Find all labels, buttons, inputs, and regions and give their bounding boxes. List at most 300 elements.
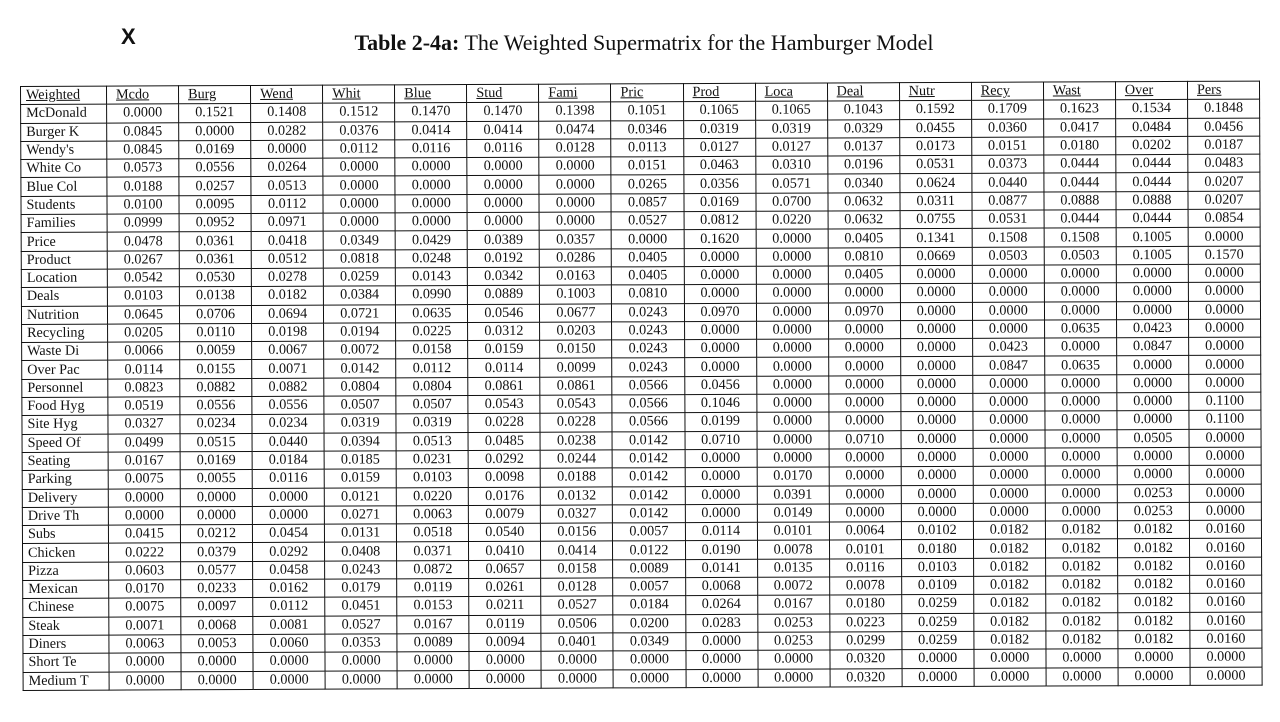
row-label: Burger K: [21, 123, 107, 142]
matrix-cell: 0.1470: [395, 103, 467, 122]
matrix-cell: 0.0000: [469, 670, 541, 689]
matrix-cell: 0.0000: [900, 284, 972, 303]
matrix-cell: 0.0418: [251, 232, 323, 251]
matrix-cell: 0.0527: [325, 615, 397, 634]
matrix-cell: 0.1508: [1044, 228, 1116, 247]
matrix-cell: 0.0182: [1118, 575, 1190, 594]
row-label: Subs: [22, 525, 108, 544]
matrix-cell: 0.0000: [900, 339, 972, 358]
matrix-cell: 0.0000: [1044, 265, 1116, 284]
matrix-cell: 0.0253: [1117, 484, 1189, 503]
matrix-cell: 0.1709: [971, 100, 1043, 119]
table-caption: The Weighted Supermatrix for the Hamburger Model: [464, 30, 934, 55]
matrix-cell: 0.0259: [902, 631, 974, 650]
matrix-cell: 0.0444: [1044, 173, 1116, 192]
matrix-cell: 0.0857: [611, 193, 683, 212]
matrix-cell: 0.0103: [901, 558, 973, 577]
matrix-cell: 0.0160: [1189, 539, 1261, 558]
matrix-cell: 0.0100: [107, 196, 179, 215]
matrix-cell: 0.0231: [396, 450, 468, 469]
matrix-cell: 0.0187: [1188, 136, 1260, 155]
matrix-cell: 0.0067: [252, 341, 324, 360]
row-label: Parking: [22, 470, 108, 489]
row-label: Recycling: [22, 324, 108, 343]
matrix-cell: 0.0103: [107, 287, 179, 306]
matrix-cell: 0.0499: [108, 433, 180, 452]
row-label: Chinese: [23, 598, 109, 617]
matrix-cell: 0.0234: [252, 415, 324, 434]
matrix-cell: 0.0410: [469, 542, 541, 561]
matrix-cell: 0.0071: [109, 616, 181, 635]
matrix-cell: 0.0182: [973, 576, 1045, 595]
matrix-cell: 0.0405: [828, 229, 900, 248]
column-header: Wast: [1043, 82, 1115, 101]
matrix-cell: 0.0854: [1188, 209, 1260, 228]
row-label: Students: [21, 196, 107, 215]
matrix-cell: 0.0182: [1045, 576, 1117, 595]
matrix-cell: 0.0000: [1118, 667, 1190, 686]
matrix-cell: 0.0999: [107, 214, 179, 233]
matrix-cell: 0.1100: [1189, 410, 1261, 429]
matrix-cell: 0.0000: [109, 671, 181, 690]
matrix-cell: 0.0669: [900, 247, 972, 266]
matrix-cell: 0.0182: [1117, 539, 1189, 558]
matrix-cell: 0.0169: [683, 193, 755, 212]
matrix-cell: 0.0000: [1190, 667, 1262, 686]
matrix-cell: 0.0169: [180, 451, 252, 470]
matrix-cell: 0.1005: [1116, 246, 1188, 265]
matrix-cell: 0.0970: [684, 303, 756, 322]
matrix-cell: 0.0128: [541, 578, 613, 597]
matrix-cell: 0.0207: [1188, 191, 1260, 210]
matrix-cell: 0.0072: [324, 341, 396, 360]
matrix-cell: 0.0000: [1045, 448, 1117, 467]
matrix-cell: 0.0142: [613, 450, 685, 469]
matrix-cell: 0.0170: [757, 467, 829, 486]
matrix-cell: 0.0417: [1043, 118, 1115, 137]
row-label: Site Hyg: [22, 415, 108, 434]
matrix-cell: 0.1341: [900, 229, 972, 248]
matrix-cell: 0.0000: [684, 266, 756, 285]
matrix-cell: 0.0657: [469, 560, 541, 579]
matrix-cell: 0.0184: [252, 451, 324, 470]
matrix-cell: 0.0188: [541, 468, 613, 487]
matrix-cell: 0.0458: [253, 561, 325, 580]
matrix-cell: 0.0823: [108, 379, 180, 398]
matrix-cell: 0.0329: [827, 119, 899, 138]
matrix-cell: 0.0200: [613, 614, 685, 633]
matrix-cell: 0.0081: [253, 616, 325, 635]
matrix-cell: 0.0721: [324, 304, 396, 323]
matrix-cell: 0.0185: [324, 451, 396, 470]
matrix-cell: 0.0142: [613, 468, 685, 487]
row-label: Steak: [23, 617, 109, 636]
matrix-cell: 0.0444: [1116, 209, 1188, 228]
matrix-cell: 0.0357: [540, 230, 612, 249]
matrix-cell: 0.1398: [539, 102, 611, 121]
matrix-cell: 0.0000: [1117, 411, 1189, 430]
matrix-cell: 0.0116: [252, 469, 324, 488]
matrix-cell: 0.0000: [1118, 649, 1190, 668]
matrix-cell: 0.0632: [828, 211, 900, 230]
matrix-cell: 0.0000: [829, 485, 901, 504]
matrix-cell: 0.0159: [324, 469, 396, 488]
matrix-cell: 0.0340: [828, 174, 900, 193]
matrix-cell: 0.0000: [613, 651, 685, 670]
matrix-cell: 0.0000: [251, 140, 323, 159]
matrix-cell: 0.0518: [397, 524, 469, 543]
matrix-cell: 0.0000: [1046, 667, 1118, 686]
matrix-cell: 0.0546: [468, 304, 540, 323]
matrix-cell: 0.0847: [1116, 338, 1188, 357]
matrix-cell: 0.0000: [1188, 264, 1260, 283]
matrix-cell: 0.0556: [179, 159, 251, 178]
matrix-cell: 0.0519: [108, 397, 180, 416]
matrix-cell: 0.0000: [107, 104, 179, 123]
matrix-cell: 0.0804: [396, 377, 468, 396]
matrix-cell: 0.0182: [1046, 631, 1118, 650]
matrix-cell: 0.0228: [468, 414, 540, 433]
matrix-cell: 0.0444: [1044, 155, 1116, 174]
matrix-cell: 0.0423: [972, 338, 1044, 357]
matrix-cell: 0.0000: [467, 157, 539, 176]
matrix-cell: 0.0000: [108, 488, 180, 507]
matrix-cell: 0.0225: [396, 322, 468, 341]
matrix-cell: 0.0116: [829, 558, 901, 577]
matrix-cell: 0.0000: [685, 468, 757, 487]
matrix-cell: 0.0000: [395, 158, 467, 177]
matrix-cell: 0.0063: [397, 505, 469, 524]
matrix-cell: 0.0142: [324, 359, 396, 378]
matrix-cell: 0.0463: [683, 156, 755, 175]
matrix-cell: 0.0512: [251, 250, 323, 269]
matrix-cell: 0.0527: [611, 212, 683, 231]
matrix-cell: 0.0319: [683, 120, 755, 139]
matrix-cell: 0.0109: [901, 576, 973, 595]
matrix-cell: 0.0507: [396, 396, 468, 415]
matrix-cell: 0.0000: [1116, 264, 1188, 283]
matrix-cell: 0.0845: [107, 122, 179, 141]
matrix-cell: 0.0000: [756, 284, 828, 303]
matrix-cell: 0.0243: [325, 561, 397, 580]
matrix-cell: 0.0211: [469, 597, 541, 616]
matrix-cell: 0.0414: [395, 121, 467, 140]
matrix-cell: 0.0542: [107, 269, 179, 288]
column-header: Mcdo: [107, 86, 179, 105]
matrix-cell: 0.0990: [396, 286, 468, 305]
matrix-cell: 0.0160: [1190, 557, 1262, 576]
matrix-cell: 0.0000: [252, 506, 324, 525]
matrix-cell: 0.0190: [685, 541, 757, 560]
matrix-cell: 0.0244: [540, 450, 612, 469]
matrix-cell: 0.1623: [1043, 100, 1115, 119]
column-header: Burg: [179, 85, 251, 104]
matrix-cell: 0.0182: [973, 558, 1045, 577]
matrix-cell: 0.0810: [828, 247, 900, 266]
matrix-cell: 0.0079: [469, 505, 541, 524]
matrix-cell: 0.0053: [181, 634, 253, 653]
matrix-cell: 0.0000: [108, 507, 180, 526]
matrix-cell: 0.0635: [396, 304, 468, 323]
column-header: Deal: [827, 83, 899, 102]
matrix-cell: 0.1043: [827, 101, 899, 120]
matrix-cell: 0.0000: [179, 122, 251, 141]
matrix-cell: 0.1508: [972, 228, 1044, 247]
matrix-cell: 0.0349: [613, 633, 685, 652]
matrix-cell: 0.1512: [323, 103, 395, 122]
row-label: Blue Col: [21, 178, 107, 197]
matrix-cell: 0.0000: [684, 285, 756, 304]
matrix-cell: 0.0818: [323, 250, 395, 269]
column-header: Over: [1115, 81, 1187, 100]
matrix-cell: 0.0000: [684, 358, 756, 377]
row-label: Short Te: [23, 653, 109, 672]
matrix-cell: 0.1003: [540, 285, 612, 304]
matrix-cell: 0.0000: [1188, 319, 1260, 338]
matrix-cell: 0.0194: [324, 323, 396, 342]
matrix-cell: 0.0243: [612, 321, 684, 340]
matrix-cell: 0.0861: [540, 377, 612, 396]
matrix-cell: 0.0180: [1044, 137, 1116, 156]
matrix-cell: 0.0253: [1117, 502, 1189, 521]
matrix-cell: 0.0391: [757, 486, 829, 505]
matrix-cell: 0.0000: [1046, 649, 1118, 668]
matrix-cell: 0.0159: [468, 340, 540, 359]
matrix-cell: 0.0877: [972, 192, 1044, 211]
matrix-cell: 0.0361: [179, 250, 251, 269]
row-label: Pizza: [23, 562, 109, 581]
matrix-cell: 0.0000: [901, 503, 973, 522]
matrix-cell: 0.0000: [756, 339, 828, 358]
matrix-cell: 0.1521: [179, 104, 251, 123]
matrix-cell: 0.0000: [972, 302, 1044, 321]
matrix-cell: 0.0376: [323, 121, 395, 140]
matrix-cell: 0.0000: [900, 302, 972, 321]
column-header: Pric: [611, 84, 683, 103]
page-title: [0, 30, 1280, 56]
matrix-cell: 0.0310: [755, 156, 827, 175]
matrix-cell: 0.0253: [757, 632, 829, 651]
matrix-cell: 0.0156: [541, 523, 613, 542]
matrix-cell: 0.0000: [541, 669, 613, 688]
matrix-cell: 0.0182: [1117, 521, 1189, 540]
matrix-cell: 0.0142: [613, 504, 685, 523]
row-label: Over Pac: [22, 361, 108, 380]
matrix-cell: 0.0000: [1116, 301, 1188, 320]
matrix-cell: 0.0513: [251, 177, 323, 196]
matrix-cell: 0.0566: [612, 395, 684, 414]
matrix-cell: 0.0097: [181, 598, 253, 617]
matrix-cell: 0.0000: [974, 649, 1046, 668]
matrix-cell: 0.1570: [1188, 246, 1260, 265]
matrix-cell: 0.0000: [1190, 648, 1262, 667]
matrix-cell: 0.0000: [1189, 356, 1261, 375]
matrix-cell: 0.0142: [613, 486, 685, 505]
matrix-cell: 0.0556: [252, 396, 324, 415]
matrix-cell: 0.0000: [1189, 337, 1261, 356]
matrix-cell: 0.0112: [253, 597, 325, 616]
matrix-cell: 0.0160: [1190, 575, 1262, 594]
table-body: [21, 99, 1263, 690]
matrix-cell: 0.0454: [253, 524, 325, 543]
corner-header: Weighted: [21, 86, 107, 105]
matrix-cell: 0.0112: [396, 359, 468, 378]
matrix-cell: 0.0000: [828, 321, 900, 340]
matrix-cell: 0.0264: [685, 596, 757, 615]
matrix-cell: 0.0414: [467, 121, 539, 140]
row-label: Seating: [22, 452, 108, 471]
column-header: Wend: [251, 85, 323, 104]
matrix-cell: 0.0199: [684, 413, 756, 432]
matrix-cell: 0.0000: [973, 393, 1045, 412]
matrix-cell: 0.0000: [1189, 447, 1261, 466]
matrix-cell: 0.0182: [1045, 521, 1117, 540]
matrix-cell: 0.0112: [323, 140, 395, 159]
matrix-cell: 0.0000: [323, 176, 395, 195]
matrix-cell: 0.0149: [757, 504, 829, 523]
matrix-cell: 0.0444: [1116, 173, 1188, 192]
matrix-cell: 0.0000: [1189, 374, 1261, 393]
matrix-cell: 0.0121: [324, 487, 396, 506]
matrix-cell: 0.0000: [397, 652, 469, 671]
matrix-cell: 0.0484: [1116, 118, 1188, 137]
matrix-cell: 0.0259: [323, 268, 395, 287]
matrix-cell: 0.0327: [108, 415, 180, 434]
matrix-cell: 0.0000: [973, 503, 1045, 522]
matrix-cell: 0.0000: [758, 668, 830, 687]
matrix-cell: 0.0223: [829, 613, 901, 632]
matrix-cell: 0.1534: [1115, 100, 1187, 119]
matrix-cell: 0.0000: [829, 467, 901, 486]
matrix-cell: 0.0000: [1189, 484, 1261, 503]
matrix-cell: 0.0000: [180, 506, 252, 525]
matrix-cell: 0.0179: [325, 579, 397, 598]
matrix-cell: 0.0000: [757, 431, 829, 450]
matrix-cell: 0.0000: [756, 303, 828, 322]
matrix-cell: 0.0000: [972, 283, 1044, 302]
matrix-cell: 0.0000: [902, 650, 974, 669]
matrix-cell: 0.0265: [611, 175, 683, 194]
matrix-cell: 0.0057: [613, 523, 685, 542]
matrix-cell: 0.0483: [1188, 154, 1260, 173]
matrix-cell: 0.0861: [468, 377, 540, 396]
matrix-cell: 0.0507: [324, 396, 396, 415]
row-label: Deals: [21, 287, 107, 306]
matrix-cell: 0.0456: [684, 376, 756, 395]
matrix-cell: 0.0000: [684, 248, 756, 267]
matrix-cell: 0.0000: [829, 449, 901, 468]
matrix-cell: 0.0000: [973, 411, 1045, 430]
matrix-cell: 0.0872: [397, 560, 469, 579]
matrix-cell: 0.0286: [540, 249, 612, 268]
matrix-cell: 0.0089: [397, 633, 469, 652]
matrix-cell: 0.0566: [612, 413, 684, 432]
matrix-cell: 0.0220: [756, 211, 828, 230]
matrix-cell: 0.0261: [469, 578, 541, 597]
matrix-cell: 0.0131: [325, 524, 397, 543]
matrix-cell: 0.0000: [684, 339, 756, 358]
matrix-cell: 0.0543: [468, 395, 540, 414]
row-label: Location: [21, 269, 107, 288]
matrix-cell: 0.0182: [973, 521, 1045, 540]
matrix-cell: 0.0000: [901, 430, 973, 449]
matrix-cell: 0.0000: [902, 668, 974, 687]
matrix-cell: 0.0158: [396, 341, 468, 360]
matrix-cell: 0.0000: [323, 195, 395, 214]
matrix-cell: 0.0135: [757, 559, 829, 578]
row-label: Mexican: [23, 580, 109, 599]
matrix-cell: 0.0248: [395, 249, 467, 268]
matrix-cell: 0.0000: [757, 449, 829, 468]
matrix-cell: 0.0970: [828, 302, 900, 321]
matrix-cell: 0.0116: [395, 139, 467, 158]
matrix-cell: 0.0182: [1045, 539, 1117, 558]
matrix-cell: 0.0566: [612, 376, 684, 395]
matrix-cell: 0.0000: [1117, 374, 1189, 393]
matrix-cell: 0.0405: [612, 267, 684, 286]
matrix-cell: 0.0356: [683, 175, 755, 194]
matrix-cell: 0.0112: [251, 195, 323, 214]
column-header: Loca: [755, 83, 827, 102]
matrix-cell: 0.0000: [325, 652, 397, 671]
matrix-cell: 0.0000: [252, 488, 324, 507]
matrix-cell: 0.0160: [1190, 612, 1262, 631]
matrix-cell: 0.0184: [613, 596, 685, 615]
matrix-cell: 0.0127: [755, 138, 827, 157]
matrix-cell: 0.0706: [180, 305, 252, 324]
matrix-cell: 0.0000: [901, 448, 973, 467]
matrix-cell: 0.0000: [829, 503, 901, 522]
matrix-cell: 0.0143: [396, 268, 468, 287]
column-header: Whit: [323, 85, 395, 104]
matrix-cell: 0.0000: [612, 230, 684, 249]
matrix-cell: 0.0812: [684, 211, 756, 230]
matrix-cell: 0.0114: [685, 522, 757, 541]
matrix-cell: 0.0234: [180, 415, 252, 434]
matrix-cell: 0.0346: [611, 120, 683, 139]
matrix-cell: 0.0299: [830, 632, 902, 651]
row-label: Drive Th: [22, 507, 108, 526]
matrix-cell: 0.0169: [179, 140, 251, 159]
matrix-cell: 0.0162: [253, 579, 325, 598]
matrix-cell: 0.0635: [1045, 356, 1117, 375]
matrix-cell: 0.0101: [829, 540, 901, 559]
matrix-cell: 0.0142: [612, 431, 684, 450]
column-header: Prod: [683, 83, 755, 102]
matrix-cell: 0.0342: [468, 267, 540, 286]
matrix-cell: 0.0000: [253, 671, 325, 690]
matrix-cell: 0.0000: [828, 284, 900, 303]
matrix-cell: 0.0755: [900, 210, 972, 229]
matrix-cell: 0.0423: [1116, 319, 1188, 338]
supermatrix-table-container: [20, 81, 1263, 710]
column-header: Blue: [395, 85, 467, 104]
matrix-cell: 0.0203: [540, 322, 612, 341]
matrix-cell: 0.0127: [683, 138, 755, 157]
matrix-cell: 0.0000: [180, 488, 252, 507]
matrix-cell: 0.0114: [108, 360, 180, 379]
matrix-cell: 0.0000: [1045, 503, 1117, 522]
row-label: Chicken: [22, 544, 108, 563]
matrix-cell: 0.0000: [1044, 301, 1116, 320]
matrix-cell: 0.0101: [757, 522, 829, 541]
matrix-cell: 0.1620: [684, 230, 756, 249]
matrix-cell: 0.0119: [397, 579, 469, 598]
matrix-cell: 0.0233: [181, 580, 253, 599]
matrix-cell: 0.0451: [325, 597, 397, 616]
matrix-cell: 0.0000: [1188, 282, 1260, 301]
matrix-cell: 0.0068: [685, 577, 757, 596]
